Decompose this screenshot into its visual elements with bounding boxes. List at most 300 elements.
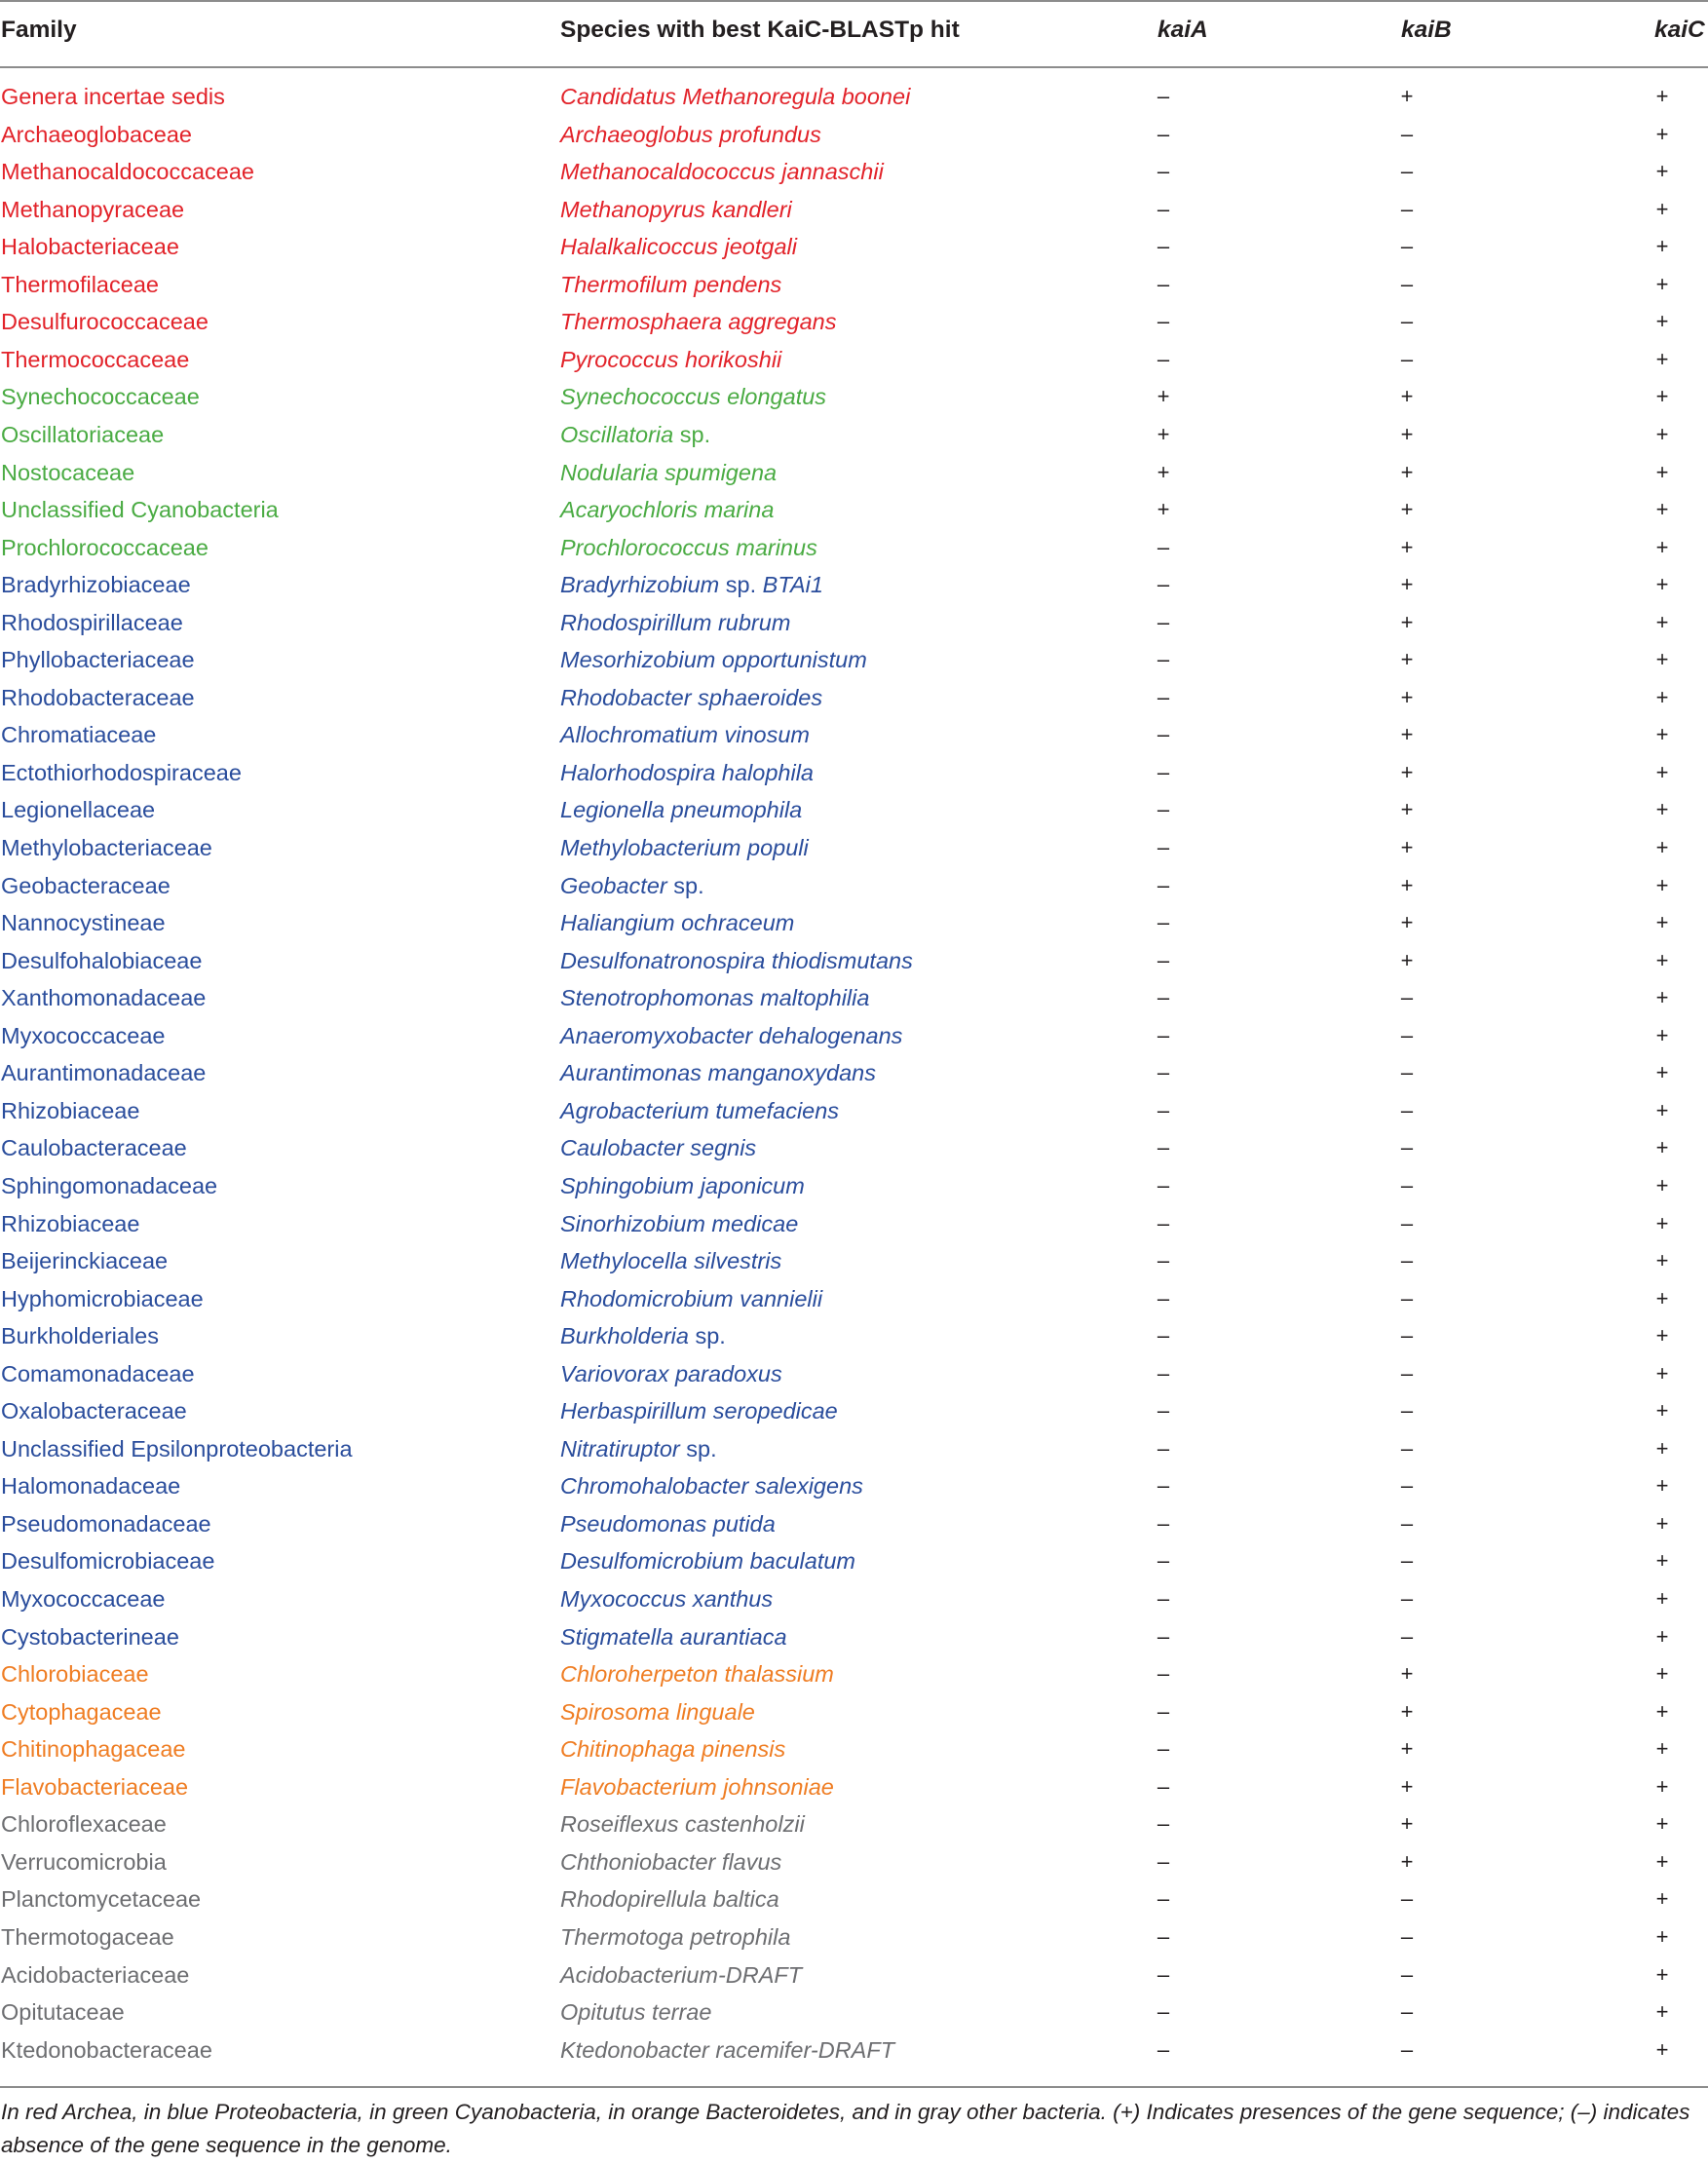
species-name: Thermosphaera aggregans bbox=[560, 309, 837, 335]
species-cell bbox=[560, 1580, 773, 1617]
kaib-cell: + bbox=[1400, 384, 1414, 409]
species-cell bbox=[560, 416, 710, 453]
family-cell: Ktedonobacteraceae bbox=[1, 2036, 212, 2063]
family-cell: Halomonadaceae bbox=[1, 1473, 181, 1500]
kaia-cell: – bbox=[1157, 1323, 1170, 1348]
species-name: Methylocella silvestris bbox=[560, 1248, 782, 1274]
kaic-cell: + bbox=[1655, 1360, 1669, 1386]
table-row bbox=[0, 491, 1708, 529]
species-name: Nodularia spumigena bbox=[560, 459, 778, 485]
species-name: Pyrococcus horikoshii bbox=[560, 346, 782, 372]
kaic-cell: + bbox=[1655, 1736, 1669, 1762]
species-name: Variovorax paradoxus bbox=[560, 1360, 782, 1386]
kaib-cell: – bbox=[1400, 1473, 1414, 1499]
kaia-cell: – bbox=[1157, 1886, 1170, 1912]
family-cell: Beijerinckiaceae bbox=[1, 1248, 169, 1274]
family-cell: Prochlorococcaceae bbox=[1, 534, 209, 560]
species-cell bbox=[560, 1092, 839, 1129]
kaic-cell: + bbox=[1655, 1398, 1669, 1424]
header-kaic: kaiC bbox=[1654, 17, 1705, 43]
kaic-cell: + bbox=[1655, 497, 1669, 522]
family-cell: Rhodospirillaceae bbox=[1, 609, 183, 635]
family-cell: Rhizobiaceae bbox=[1, 1210, 140, 1236]
table-row bbox=[0, 1054, 1708, 1092]
kaic-cell: + bbox=[1655, 1473, 1669, 1499]
family-cell: Thermococcaceae bbox=[1, 346, 190, 372]
species-cell bbox=[560, 153, 884, 190]
family-cell: Myxococcaceae bbox=[1, 1022, 166, 1048]
kaib-cell: + bbox=[1400, 1661, 1414, 1687]
kaib-cell: – bbox=[1400, 1548, 1414, 1574]
kaia-cell: – bbox=[1157, 534, 1170, 559]
kaib-cell: – bbox=[1400, 1886, 1414, 1912]
kaia-cell: – bbox=[1157, 1435, 1170, 1461]
kaic-cell: + bbox=[1655, 1248, 1669, 1273]
species-cell bbox=[560, 1505, 776, 1542]
species-name: Desulfonatronospira thiodismutans bbox=[560, 947, 913, 973]
species-cell bbox=[560, 829, 809, 866]
kaia-cell: – bbox=[1157, 1398, 1170, 1424]
table-row bbox=[0, 153, 1708, 191]
species-name: Myxococcus xanthus bbox=[560, 1586, 774, 1612]
kaic-cell: + bbox=[1655, 421, 1669, 446]
species-name: Legionella pneumophila bbox=[560, 797, 803, 823]
species-name: Allochromatium vinosum bbox=[560, 722, 810, 748]
table-row bbox=[0, 791, 1708, 829]
kaib-cell: – bbox=[1400, 309, 1414, 334]
kaic-cell: + bbox=[1655, 684, 1669, 709]
family-cell: Desulfurococcaceae bbox=[1, 309, 209, 335]
table-row bbox=[0, 679, 1708, 717]
family-cell: Thermotogaceae bbox=[1, 1923, 174, 1950]
species-cell bbox=[560, 604, 790, 641]
species-name: Agrobacterium tumefaciens bbox=[560, 1097, 840, 1123]
kaia-cell: – bbox=[1157, 609, 1170, 634]
family-cell: Desulfohalobiaceae bbox=[1, 947, 203, 973]
family-cell: Planctomycetaceae bbox=[1, 1886, 202, 1913]
species-cell bbox=[560, 1993, 711, 2031]
kaia-cell: – bbox=[1157, 1473, 1170, 1499]
species-name: Rhodospirillum rubrum bbox=[560, 609, 791, 635]
kaic-cell: + bbox=[1655, 1999, 1669, 2025]
family-cell: Cystobacterineae bbox=[1, 1623, 179, 1650]
kaia-cell: – bbox=[1157, 1548, 1170, 1574]
kaic-cell: + bbox=[1655, 1586, 1669, 1611]
species-name: Caulobacter segnis bbox=[560, 1135, 757, 1161]
kaia-cell: – bbox=[1157, 84, 1170, 108]
species-cell bbox=[560, 1430, 717, 1467]
table-row bbox=[0, 303, 1708, 341]
kaia-cell: – bbox=[1157, 271, 1170, 296]
species-cell bbox=[560, 1655, 834, 1692]
species-name: Thermotoga petrophila bbox=[560, 1923, 791, 1950]
family-cell: Archaeoglobaceae bbox=[1, 121, 192, 147]
kaic-cell: + bbox=[1655, 647, 1669, 672]
species-name: Ktedonobacter racemifer-DRAFT bbox=[560, 2036, 895, 2063]
kaia-cell: – bbox=[1157, 1510, 1170, 1536]
kaic-cell: + bbox=[1655, 1323, 1669, 1348]
table-row bbox=[0, 942, 1708, 980]
species-name: Chthoniobacter flavus bbox=[560, 1848, 782, 1875]
kaia-cell: – bbox=[1157, 722, 1170, 747]
family-cell: Methanocaldococcaceae bbox=[1, 159, 254, 185]
kaib-cell: + bbox=[1400, 421, 1414, 446]
kaia-cell: – bbox=[1157, 1285, 1170, 1310]
family-cell: Aurantimonadaceae bbox=[1, 1060, 207, 1086]
species-suffix: sp. bbox=[679, 1435, 717, 1462]
table-header-rule bbox=[0, 66, 1708, 68]
family-cell: Geobacteraceae bbox=[1, 872, 171, 898]
family-cell: Legionellaceae bbox=[1, 797, 156, 823]
kaib-cell: + bbox=[1400, 835, 1414, 859]
species-cell bbox=[560, 1956, 802, 1993]
family-cell: Verrucomicrobia bbox=[1, 1848, 167, 1875]
family-cell: Genera incertae sedis bbox=[1, 84, 225, 109]
kaib-cell: + bbox=[1400, 1698, 1414, 1724]
family-cell: Oscillatoriaceae bbox=[1, 421, 165, 447]
kaic-cell: + bbox=[1655, 1661, 1669, 1687]
kaia-cell: – bbox=[1157, 1661, 1170, 1687]
species-cell bbox=[560, 116, 821, 153]
kaia-cell: – bbox=[1157, 797, 1170, 822]
kaic-cell: + bbox=[1655, 309, 1669, 334]
species-cell bbox=[560, 228, 797, 265]
kaia-cell: – bbox=[1157, 1698, 1170, 1724]
kaia-cell: – bbox=[1157, 572, 1170, 597]
table-row bbox=[0, 341, 1708, 379]
table-row bbox=[0, 191, 1708, 229]
family-cell: Phyllobacteriaceae bbox=[1, 647, 195, 673]
family-cell: Comamonadaceae bbox=[1, 1360, 195, 1386]
kaic-cell: + bbox=[1655, 1172, 1669, 1197]
family-cell: Flavobacteriaceae bbox=[1, 1773, 189, 1800]
kaic-cell: + bbox=[1655, 572, 1669, 597]
table-row bbox=[0, 78, 1708, 116]
family-cell: Opitutaceae bbox=[1, 1999, 125, 2026]
species-cell bbox=[560, 716, 810, 753]
species-cell bbox=[560, 1618, 787, 1655]
family-cell: Methanopyraceae bbox=[1, 196, 185, 222]
table-row bbox=[0, 529, 1708, 567]
species-strain: BTAi1 bbox=[756, 572, 823, 598]
species-name: Chitinophaga pinensis bbox=[560, 1736, 786, 1763]
family-cell: Rhizobiaceae bbox=[1, 1097, 140, 1123]
table-row bbox=[0, 1505, 1708, 1543]
kaib-cell: – bbox=[1400, 2036, 1414, 2062]
species-suffix: sp. bbox=[719, 572, 757, 598]
species-name: Candidatus Methanoregula boonei bbox=[560, 84, 911, 109]
kaic-cell: + bbox=[1655, 1435, 1669, 1461]
kaic-cell: + bbox=[1655, 1811, 1669, 1837]
species-suffix: sp. bbox=[673, 421, 711, 447]
species-cell bbox=[560, 1317, 726, 1354]
kaib-cell: – bbox=[1400, 1586, 1414, 1611]
table-row bbox=[0, 1467, 1708, 1505]
kaib-cell: + bbox=[1400, 459, 1414, 484]
species-suffix: sp. bbox=[666, 872, 704, 898]
species-name: Flavobacterium johnsoniae bbox=[560, 1773, 834, 1800]
species-name: Herbaspirillum seropedicae bbox=[560, 1398, 838, 1424]
species-cell bbox=[560, 754, 814, 791]
species-cell bbox=[560, 641, 867, 678]
kaib-cell: + bbox=[1400, 1811, 1414, 1837]
kaia-cell: – bbox=[1157, 196, 1170, 221]
table-row bbox=[0, 1242, 1708, 1280]
table-row bbox=[0, 228, 1708, 266]
family-cell: Sphingomonadaceae bbox=[1, 1172, 218, 1198]
kaia-cell: + bbox=[1157, 497, 1170, 522]
table-row bbox=[0, 1280, 1708, 1318]
kaia-cell: – bbox=[1157, 1360, 1170, 1386]
kaib-cell: – bbox=[1400, 271, 1414, 296]
kaia-cell: – bbox=[1157, 910, 1170, 935]
species-name: Thermofilum pendens bbox=[560, 271, 782, 297]
kaib-cell: – bbox=[1400, 196, 1414, 221]
family-cell: Synechococcaceae bbox=[1, 384, 200, 410]
kaib-cell: + bbox=[1400, 947, 1414, 972]
kaia-cell: – bbox=[1157, 309, 1170, 334]
table-row bbox=[0, 1317, 1708, 1355]
species-cell bbox=[560, 2031, 894, 2069]
kaia-cell: – bbox=[1157, 1060, 1170, 1085]
species-cell bbox=[560, 1693, 755, 1730]
kaia-cell: – bbox=[1157, 1736, 1170, 1762]
species-name: Archaeoglobus profundus bbox=[560, 121, 821, 147]
species-cell bbox=[560, 1467, 863, 1504]
table-row bbox=[0, 716, 1708, 754]
species-cell bbox=[560, 1805, 805, 1842]
kaib-cell: – bbox=[1400, 985, 1414, 1010]
species-cell bbox=[560, 1918, 790, 1955]
table-row bbox=[0, 1693, 1708, 1731]
table-row bbox=[0, 1618, 1708, 1656]
family-cell: Methylobacteriaceae bbox=[1, 835, 212, 860]
species-name: Aurantimonas manganoxydans bbox=[560, 1060, 876, 1086]
family-cell: Nostocaceae bbox=[1, 459, 135, 485]
kaic-cell: + bbox=[1655, 84, 1669, 108]
species-name: Sinorhizobium medicae bbox=[560, 1210, 799, 1236]
kaia-cell: – bbox=[1157, 2036, 1170, 2062]
family-cell: Acidobacteriaceae bbox=[1, 1961, 190, 1988]
kaib-cell: + bbox=[1400, 534, 1414, 559]
species-name: Rhodomicrobium vannielii bbox=[560, 1285, 823, 1311]
species-name: Opitutus terrae bbox=[560, 1999, 712, 2026]
family-cell: Bradyrhizobiaceae bbox=[1, 572, 191, 598]
kaia-cell: – bbox=[1157, 1773, 1170, 1799]
family-cell: Oxalobacteraceae bbox=[1, 1398, 187, 1424]
table-row bbox=[0, 1580, 1708, 1618]
family-cell: Burkholderiales bbox=[1, 1323, 159, 1349]
kaic-cell: + bbox=[1655, 759, 1669, 784]
kaia-cell: – bbox=[1157, 1923, 1170, 1949]
kaib-cell: + bbox=[1400, 872, 1414, 897]
family-cell: Chitinophagaceae bbox=[1, 1736, 186, 1763]
kaic-cell: + bbox=[1655, 234, 1669, 259]
species-cell bbox=[560, 78, 910, 115]
table-row bbox=[0, 1993, 1708, 2031]
species-name: Desulfomicrobium baculatum bbox=[560, 1548, 856, 1575]
family-cell: Rhodobacteraceae bbox=[1, 684, 195, 710]
species-name: Sphingobium japonicum bbox=[560, 1172, 805, 1198]
kaia-cell: – bbox=[1157, 759, 1170, 784]
table-row bbox=[0, 829, 1708, 867]
kaic-cell: + bbox=[1655, 196, 1669, 221]
kaib-cell: – bbox=[1400, 1510, 1414, 1536]
table-row bbox=[0, 754, 1708, 792]
family-cell: Myxococcaceae bbox=[1, 1586, 166, 1612]
kaic-cell: + bbox=[1655, 835, 1669, 859]
species-cell bbox=[560, 1355, 782, 1392]
species-cell bbox=[560, 566, 823, 603]
species-name: Methanocaldococcus jannaschii bbox=[560, 159, 884, 185]
species-cell bbox=[560, 1880, 779, 1917]
kaia-cell: – bbox=[1157, 1961, 1170, 1987]
table-row bbox=[0, 1843, 1708, 1881]
kaib-cell: + bbox=[1400, 1848, 1414, 1874]
kaib-cell: – bbox=[1400, 1435, 1414, 1461]
kaib-cell: + bbox=[1400, 84, 1414, 108]
table-row bbox=[0, 266, 1708, 304]
species-cell bbox=[560, 1205, 798, 1242]
table-row bbox=[0, 2031, 1708, 2069]
kaib-cell: – bbox=[1400, 1323, 1414, 1348]
kaic-cell: + bbox=[1655, 1698, 1669, 1724]
kaia-cell: – bbox=[1157, 1022, 1170, 1047]
family-cell: Unclassified Cyanobacteria bbox=[1, 497, 279, 523]
kaia-cell: – bbox=[1157, 835, 1170, 859]
kaib-cell: – bbox=[1400, 1961, 1414, 1987]
kaib-cell: – bbox=[1400, 1623, 1414, 1649]
header-kaia: kaiA bbox=[1158, 17, 1208, 43]
species-cell bbox=[560, 679, 822, 716]
table-row bbox=[0, 1355, 1708, 1393]
species-cell bbox=[560, 491, 774, 528]
kaic-cell: + bbox=[1655, 609, 1669, 634]
kaib-cell: – bbox=[1400, 1398, 1414, 1424]
species-name: Halalkalicoccus jeotgali bbox=[560, 234, 797, 260]
kaia-cell: – bbox=[1157, 159, 1170, 184]
kaib-cell: – bbox=[1400, 1210, 1414, 1235]
kaib-cell: – bbox=[1400, 1097, 1414, 1122]
kaia-cell: – bbox=[1157, 684, 1170, 709]
species-cell bbox=[560, 942, 913, 979]
kaib-cell: + bbox=[1400, 722, 1414, 747]
kaic-cell: + bbox=[1655, 1548, 1669, 1574]
header-family: Family bbox=[1, 17, 77, 43]
kaia-cell: – bbox=[1157, 346, 1170, 371]
kaic-cell: + bbox=[1655, 459, 1669, 484]
species-cell bbox=[560, 1730, 785, 1767]
species-name: Acaryochloris marina bbox=[560, 497, 775, 523]
kaia-cell: – bbox=[1157, 121, 1170, 146]
kaib-cell: – bbox=[1400, 346, 1414, 371]
family-cell: Pseudomonadaceae bbox=[1, 1510, 211, 1537]
family-cell: Unclassified Epsilonproteobacteria bbox=[1, 1435, 353, 1462]
table-bottom-rule bbox=[0, 2086, 1708, 2088]
table-row bbox=[0, 641, 1708, 679]
kaia-cell: – bbox=[1157, 234, 1170, 259]
table-row bbox=[0, 1918, 1708, 1956]
species-name: Burkholderia bbox=[560, 1323, 689, 1349]
family-cell: Caulobacteraceae bbox=[1, 1135, 187, 1161]
species-name: Roseiflexus castenholzii bbox=[560, 1811, 805, 1838]
species-cell bbox=[560, 1017, 902, 1054]
kaib-cell: + bbox=[1400, 609, 1414, 634]
kaia-cell: – bbox=[1157, 1848, 1170, 1874]
kaib-cell: – bbox=[1400, 1135, 1414, 1160]
family-cell: Xanthomonadaceae bbox=[1, 985, 207, 1011]
kaic-cell: + bbox=[1655, 1886, 1669, 1912]
table-row bbox=[0, 378, 1708, 416]
species-cell bbox=[560, 1392, 838, 1429]
kaic-cell: + bbox=[1655, 271, 1669, 296]
species-name: Methanopyrus kandleri bbox=[560, 196, 792, 222]
kaic-cell: + bbox=[1655, 947, 1669, 972]
species-name: Rhodopirellula baltica bbox=[560, 1886, 779, 1913]
kaic-cell: + bbox=[1655, 1135, 1669, 1160]
kaib-cell: – bbox=[1400, 1248, 1414, 1273]
header-species: Species with best KaiC-BLASTp hit bbox=[560, 17, 960, 43]
kaia-cell: + bbox=[1157, 421, 1170, 446]
table-row bbox=[0, 979, 1708, 1017]
kaic-cell: + bbox=[1655, 1961, 1669, 1987]
species-cell bbox=[560, 1542, 855, 1579]
kaib-cell: – bbox=[1400, 234, 1414, 259]
species-name: Haliangium ochraceum bbox=[560, 910, 795, 936]
kaic-cell: + bbox=[1655, 1210, 1669, 1235]
kaib-cell: – bbox=[1400, 1999, 1414, 2025]
kaic-cell: + bbox=[1655, 1773, 1669, 1799]
species-name: Stenotrophomonas maltophilia bbox=[560, 985, 870, 1011]
kaia-cell: – bbox=[1157, 985, 1170, 1010]
table-row bbox=[0, 1129, 1708, 1167]
kaia-cell: – bbox=[1157, 1097, 1170, 1122]
kaic-cell: + bbox=[1655, 797, 1669, 822]
kaic-cell: + bbox=[1655, 1923, 1669, 1949]
kaib-cell: – bbox=[1400, 1285, 1414, 1310]
table-row bbox=[0, 1392, 1708, 1430]
kaic-cell: + bbox=[1655, 1623, 1669, 1649]
species-cell bbox=[560, 979, 869, 1016]
header-kaib: kaiB bbox=[1401, 17, 1452, 43]
kaia-cell: + bbox=[1157, 459, 1170, 484]
table-row bbox=[0, 1430, 1708, 1468]
family-cell: Nannocystineae bbox=[1, 910, 166, 936]
kaia-cell: – bbox=[1157, 1623, 1170, 1649]
kaib-cell: – bbox=[1400, 1360, 1414, 1386]
species-name: Spirosoma linguale bbox=[560, 1698, 755, 1725]
species-name: Halorhodospira halophila bbox=[560, 759, 814, 785]
kaib-cell: – bbox=[1400, 1923, 1414, 1949]
species-cell bbox=[560, 303, 836, 340]
table-row bbox=[0, 1768, 1708, 1806]
table-row bbox=[0, 1092, 1708, 1130]
kaic-cell: + bbox=[1655, 346, 1669, 371]
kaib-cell: + bbox=[1400, 647, 1414, 672]
kaib-cell: + bbox=[1400, 1773, 1414, 1799]
species-cell bbox=[560, 1768, 834, 1805]
species-name: Geobacter bbox=[560, 872, 667, 898]
kaic-cell: + bbox=[1655, 872, 1669, 897]
kaib-cell: – bbox=[1400, 1172, 1414, 1197]
kaib-cell: – bbox=[1400, 1060, 1414, 1085]
species-name: Chromohalobacter salexigens bbox=[560, 1473, 863, 1500]
species-cell bbox=[560, 1054, 876, 1091]
table-row bbox=[0, 904, 1708, 942]
table-row bbox=[0, 1542, 1708, 1580]
species-cell bbox=[560, 266, 781, 303]
kaia-cell: – bbox=[1157, 1172, 1170, 1197]
